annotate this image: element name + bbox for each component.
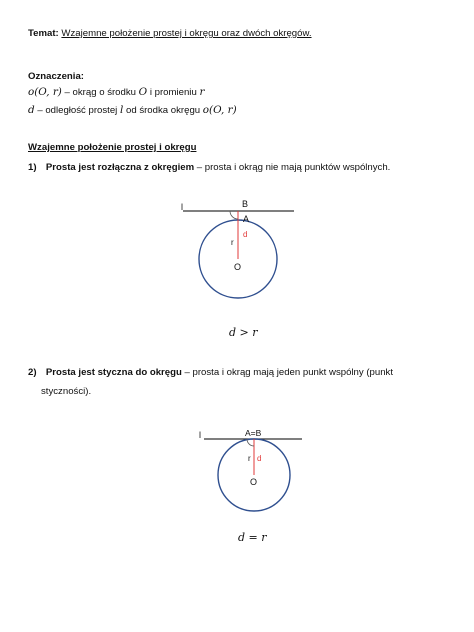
diagram-disjoint <box>170 195 310 310</box>
case-2-text-line-2: styczności). <box>41 386 92 397</box>
notation-line-2-text-b: od środka okręgu <box>123 105 203 116</box>
label-A: A <box>243 214 250 224</box>
topic-label: Temat: <box>28 28 59 39</box>
section-heading: Wzajemne położenie prostej i okręgu <box>28 142 197 153</box>
center-symbol: O <box>138 86 148 98</box>
label-O: O <box>234 262 242 272</box>
case-2-rest: – prosta i okrąg mają jeden punkt wspólny (punkt <box>181 367 394 378</box>
notation-line-2-text-a: – odległość prostej <box>34 105 120 116</box>
notation-line-1-text-b: i promieniu <box>147 87 200 98</box>
circle-symbol-2: o(O, r) <box>202 104 237 116</box>
label-r: r <box>231 238 234 247</box>
label-A-equals-B: A=B <box>245 428 262 438</box>
label-l: l <box>181 202 183 212</box>
radius-symbol: r <box>199 86 205 98</box>
topic-title: Wzajemne położenie prostej i okręgu oraz dwóch okręgów. <box>61 28 312 39</box>
case-1-number: 1) <box>28 162 37 173</box>
right-angle-mark <box>230 211 238 219</box>
label-l: l <box>199 430 201 440</box>
case-2-text <box>28 367 393 379</box>
formula-2: d = r <box>238 531 267 544</box>
line-symbol: l <box>119 104 124 116</box>
diagram-tangent <box>190 425 310 520</box>
notation-line-1-text-a: – okrąg o środku <box>61 87 139 98</box>
case-2-bold-text: Prosta jest styczna do okręgu <box>45 367 182 378</box>
topic-line <box>28 28 312 40</box>
case-1-bold-text: Prosta jest rozłączna z okręgiem <box>45 162 195 173</box>
notation-line-1 <box>28 86 204 99</box>
label-d: d <box>257 454 262 463</box>
distance-symbol: d <box>28 104 35 116</box>
formula-1: d > r <box>229 326 258 339</box>
case-1-rest: – prosta i okrąg nie mają punktów wspólnych. <box>194 162 391 173</box>
label-r: r <box>248 454 251 463</box>
notation-heading: Oznaczenia: <box>28 71 84 82</box>
label-B: B <box>242 199 249 209</box>
case-1-text <box>28 162 390 174</box>
label-O: O <box>250 477 258 487</box>
label-d: d <box>243 230 248 239</box>
case-2-number: 2) <box>28 367 37 378</box>
circle-symbol: o(O, r) <box>28 86 62 98</box>
notation-line-2 <box>28 104 237 117</box>
